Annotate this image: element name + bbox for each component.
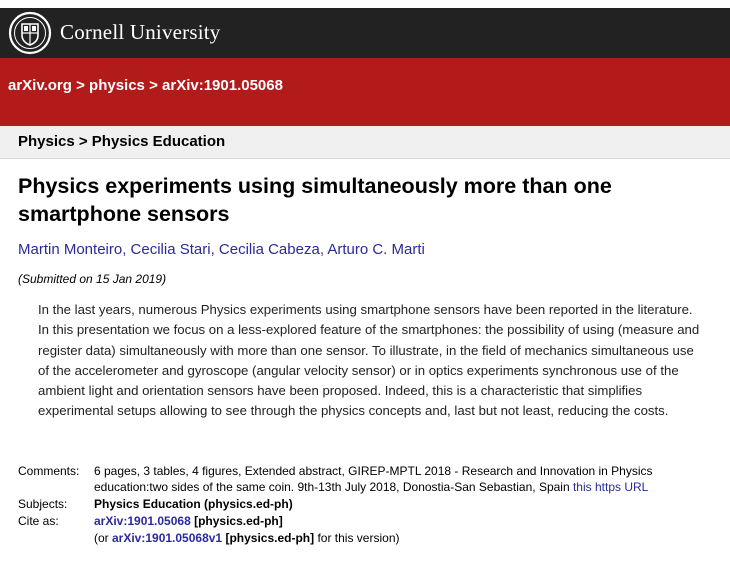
author-link[interactable]: Cecilia Cabeza	[218, 241, 320, 258]
breadcrumb	[8, 77, 283, 94]
subjects-row	[18, 496, 718, 512]
breadcrumb-current-id: arXiv:1901.05068	[162, 77, 283, 94]
author-list	[18, 241, 425, 258]
cite-label: Cite as:	[18, 514, 59, 528]
author-link[interactable]: Arturo C. Marti	[327, 241, 425, 258]
author-link[interactable]: Cecilia Stari	[130, 241, 211, 258]
comments-label: Comments:	[18, 464, 80, 478]
cornell-seal-icon[interactable]	[8, 11, 52, 55]
version-value	[94, 530, 718, 546]
version-arxiv-link[interactable]: arXiv:1901.05068v1	[112, 531, 223, 545]
subjects-value: Physics Education (physics.ed-ph)	[94, 497, 293, 511]
author-link[interactable]: Martin Monteiro	[18, 241, 123, 258]
breadcrumb-physics-link[interactable]: physics	[89, 77, 145, 94]
breadcrumb-separator: >	[71, 77, 90, 94]
comments-url-link[interactable]: this https URL	[572, 480, 649, 494]
cite-value	[94, 513, 718, 529]
comments-text: 6 pages, 3 tables, 4 figures, Extended abstract, GIREP-MPTL 2018 - Research and Innovation in Physics education:two sides of the same coin. 9th-13th July 2018, Donostia-San Sebastian, Spain	[94, 464, 653, 494]
version-row	[18, 530, 718, 546]
comments-row	[18, 463, 718, 495]
author-separator: ,	[122, 241, 131, 258]
subjects-label: Subjects:	[18, 497, 68, 511]
breadcrumb-arxiv-link[interactable]: arXiv.org	[8, 77, 72, 94]
cite-category: [physics.ed-ph]	[190, 514, 283, 528]
paper-title: Physics experiments using simultaneously more than one smartphone sensors	[18, 174, 612, 226]
abstract-text: In the last years, numerous Physics experiments using smartphone sensors have been reported in the literature. In this presentation we focus on a less-explored feature of the smartphones: the possibility of using (measure and register data) simultaneously with more than one sensor. To illustrate, in the field of mechanics simultaneous use of the accelerometer and gyroscope (angular velocity sensor) or in optics experiments synchronous use of the ambient light and orientation sensors have been proposed. Indeed, this is a characteristic that simplifies experimental setups allowing to see through the physics concepts and, last but not least, reducing the costs.	[38, 302, 700, 419]
submission-date: (Submitted on 15 Jan 2019)	[18, 272, 167, 286]
breadcrumb-separator: >	[144, 77, 163, 94]
subject-header: Physics > Physics Education	[18, 133, 226, 150]
comments-value	[94, 463, 718, 495]
version-suffix: for this version)	[314, 531, 400, 545]
version-prefix: (or	[94, 531, 112, 545]
cornell-header	[0, 8, 730, 58]
university-name[interactable]: Cornell University	[60, 20, 221, 44]
subject-header-bar	[0, 126, 730, 159]
metadata-table	[18, 463, 718, 546]
version-category: [physics.ed-ph]	[222, 531, 315, 545]
author-separator: ,	[210, 241, 219, 258]
author-separator: ,	[319, 241, 328, 258]
cite-row	[18, 513, 718, 529]
arxiv-banner	[0, 58, 730, 126]
cite-arxiv-link[interactable]: arXiv:1901.05068	[94, 514, 191, 528]
